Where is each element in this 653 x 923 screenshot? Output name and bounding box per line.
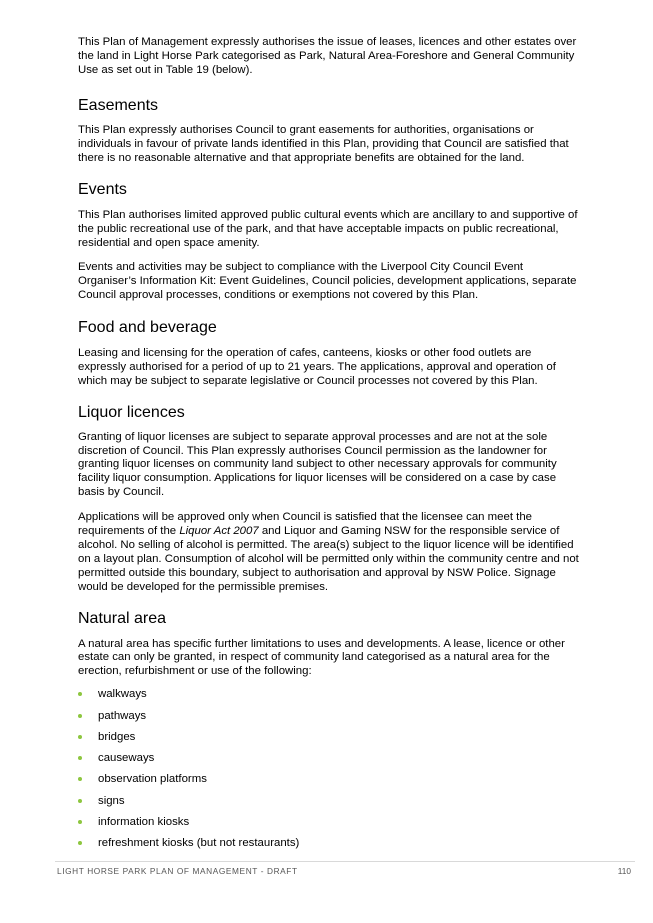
bullet-dot-icon [78,820,82,824]
liquor-act-title: Liquor Act 2007 [179,525,259,538]
events-paragraph-2: Events and activities may be subject to compliance with the Liverpool City Council Event Organiser’s Information Kit: Event Guidelines, Council policies, development applications, separate Council approval processes, conditions or exemptions not covered by this Plan. [78,261,577,301]
list-item [78,836,580,857]
heading-easements: Easements [78,96,159,114]
footer-page-number: 110 [617,866,631,876]
list-item [78,772,580,793]
list-item-text: walkways [98,688,147,701]
bullet-dot-icon [78,692,82,696]
list-item-text: refreshment kiosks (but not restaurants) [98,837,300,850]
list-item [78,709,580,730]
list-item-text: pathways [98,709,147,722]
list-item [78,687,580,708]
events-paragraph-1: This Plan authorises limited approved public cultural events which are ancillary to and supportive of the public recreational use of the park, and that have acceptable impacts on public recreational, residential and open space amenity. [78,209,578,250]
natural-area-uses-list [78,687,580,857]
list-item [78,794,580,815]
bullet-dot-icon [78,799,82,803]
footer-document-title: LIGHT HORSE PARK PLAN OF MANAGEMENT - DRAFT [57,866,298,876]
bullet-dot-icon [78,735,82,739]
heading-liquor-licences: Liquor licences [78,403,185,421]
footer-divider [55,861,635,862]
liquor-paragraph-2 [78,511,580,594]
intro-paragraph: This Plan of Management expressly authorises the issue of leases, licences and other estates over the land in Light Horse Park categorised as Park, Natural Area-Foreshore and General Community Use as set out in Table 19 (below). [78,36,577,76]
list-item-text: bridges [98,730,136,743]
page-content [78,36,580,858]
list-item [78,815,580,836]
heading-natural-area: Natural area [78,609,167,627]
list-item-text: signs [98,794,125,807]
list-item [78,730,580,751]
heading-events: Events [78,181,127,199]
list-item [78,751,580,772]
bullet-dot-icon [78,841,82,845]
liquor-paragraph-2-end: and Liquor and Gaming NSW for the responsible service of alcohol. No selling of alcohol is permitted. The area(s) subject to the liquor licence will be identified on a layout plan. Consumption of alcohol will be permitted only within the community centre and not permitted outside this boundary, subject to authorisation and approval by NSW Police. Signage would be developed for the permissible premises. [78,525,579,593]
liquor-paragraph-1: Granting of liquor licenses are subject to separate approval processes and are not at the sole discretion of Council. This Plan expressly authorises Council permission as the landowner for granting liquor licenses on community land subject to other necessary approvals for community facility liquor consumption. Applications for liquor licenses will be considered on a case by case basis by Council. [78,430,557,499]
easements-paragraph: This Plan expressly authorises Council to grant easements for authorities, organisations or individuals in favour of private lands identified in this Plan, providing that Council are satisfied that there is no reasonable alternative and that appropriate benefits are obtained for the land. [78,123,569,164]
natural-area-paragraph: A natural area has specific further limitations to uses and developments. A lease, licence or other estate can only be granted, in respect of community land categorised as a natural area for the erection, refurbishment or use of the following: [78,637,565,678]
heading-food-and-beverage: Food and beverage [78,318,217,336]
list-item-text: causeways [98,752,155,765]
liquor-paragraph-2-start: Applications will be approved only when Council is satisfied that the licensee can meet the requirements of the [78,511,532,538]
list-item-text: information kiosks [98,816,190,829]
bullet-dot-icon [78,756,82,760]
bullet-dot-icon [78,714,82,718]
bullet-dot-icon [78,777,82,781]
food-paragraph: Leasing and licensing for the operation of cafes, canteens, kiosks or other food outlets are expressly authorised for a period of up to 21 years. The applications, approval and operation of which may be subject to separate legislative or Council processes not covered by this Plan. [78,346,556,387]
list-item-text: observation platforms [98,773,207,786]
